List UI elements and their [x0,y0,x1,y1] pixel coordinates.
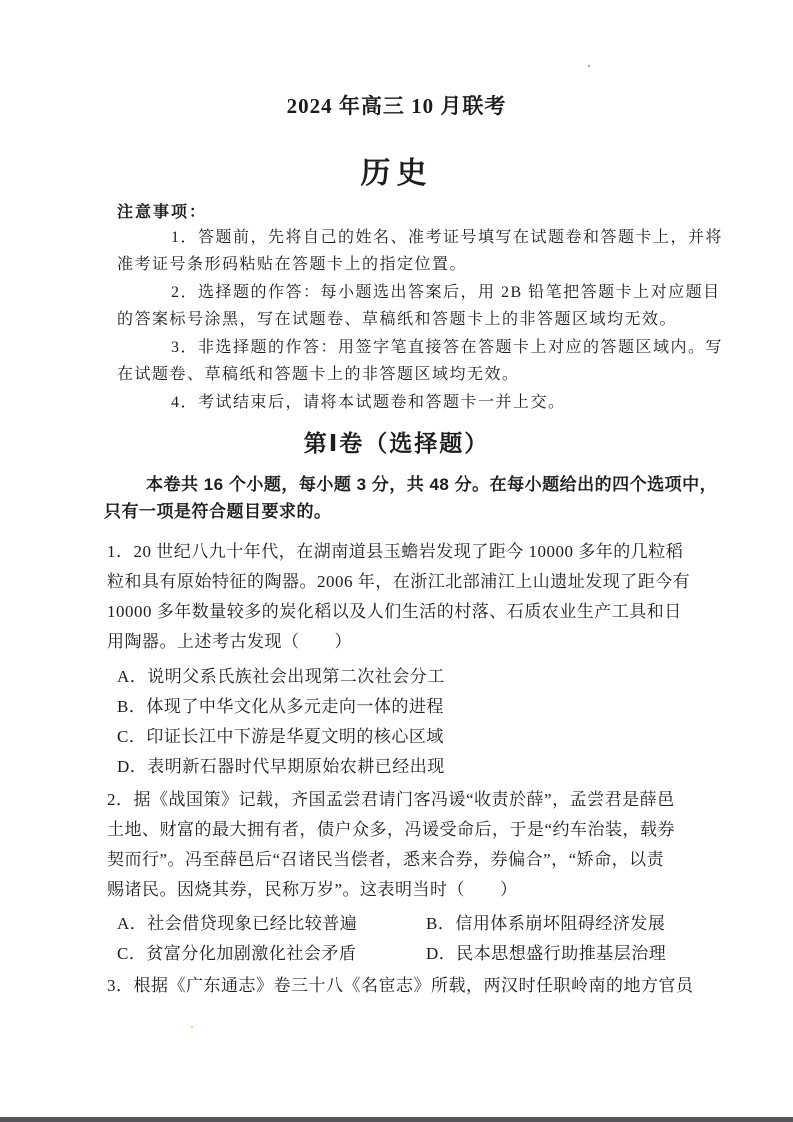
notice-line: 2．选择题的作答：每小题选出答案后，用 2B 铅笔把答题卡上对应题目 [171,284,721,301]
question-2-option-c: C．贫富分化加剧激化社会矛盾 [117,944,357,963]
notice-line: 3．非选择题的作答：用签字笔直接答在答题卡上对应的答题区域内。写 [171,339,724,356]
notice-heading: 注意事项： [117,204,208,221]
question-1-option-c: C．印证长江中下游是华夏文明的核心区域 [117,727,444,746]
question-2-option-a: A．社会借贷现象已经比较普遍 [117,914,358,933]
scan-speck-yellow [191,1026,193,1028]
notice-line: 准考证号条形码粘贴在答题卡上的指定位置。 [117,256,468,273]
notice-line: 的答案标号涂黑，写在试题卷、草稿纸和答题卡上的非答题区域均无效。 [117,311,678,328]
section-intro-line: 本卷共 16 个小题，每小题 3 分，共 48 分。在每小题给出的四个选项中， [146,475,718,494]
notice-line: 在试题卷、草稿纸和答题卡上的非答题区域均无效。 [117,366,520,383]
question-2-line: 土地、财富的最大拥有者，债户众多，冯谖受命后，于是“约车治装，载券 [107,820,676,839]
notice-line: 1．答题前，先将自己的姓名、准考证号填写在试题卷和答题卡上，并将 [171,229,724,246]
section-intro-line: 只有一项是符合题目要求的。 [104,502,332,521]
question-2-option-d: D．民本思想盛行助推基层治理 [426,944,667,963]
scan-speck-gray [588,65,590,67]
question-1-line: 1．20 世纪八九十年代，在湖南道县玉蟾岩发现了距今 10000 多年的几粒稻 [107,542,684,561]
question-1-option-d: D．表明新石器时代早期原始农耕已经出现 [117,757,445,776]
question-2-line: 赐诸民。因烧其券，民称万岁”。这表明当时（ ） [107,880,518,899]
doc-title: 2024 年高三 10 月联考 [286,94,507,118]
notice-line: 4．考试结束后，请将本试题卷和答题卡一并上交。 [171,394,566,411]
question-2-options-row-2 [117,939,717,969]
question-1-line: 用陶器。上述考古发现（ ） [107,632,352,651]
question-1-option-b: B．体现了中华文化从多元走向一体的进程 [117,697,444,716]
question-2-line: 2．据《战国策》记载，齐国孟尝君请门客冯谖“收责於薛”，孟尝君是薛邑 [107,790,675,809]
question-1-option-a: A．说明父系氏族社会出现第二次社会分工 [117,667,445,686]
question-1-line: 10000 多年数量较多的炭化稻以及人们生活的村落、石质农业生产工具和日 [107,602,682,621]
section-1-heading: 第Ⅰ卷（选择题） [303,430,490,456]
subject-title: 历史 [360,157,433,190]
question-1-line: 粒和具有原始特征的陶器。2006 年，在浙江北部浦江上山遗址发现了距今有 [107,572,691,591]
question-2-options-row-1 [117,909,717,939]
question-3-line: 3．根据《广东通志》卷三十八《名宦志》所载，两汉时任职岭南的地方官员 [107,976,694,995]
page-bottom-edge-bar [0,1117,793,1122]
question-2-option-b: B．信用体系崩坏阻碍经济发展 [426,914,666,933]
question-2-line: 契而行”。冯至薛邑后“召诸民当偿者，悉来合券，券偏合”，“矫命，以责 [107,850,665,869]
